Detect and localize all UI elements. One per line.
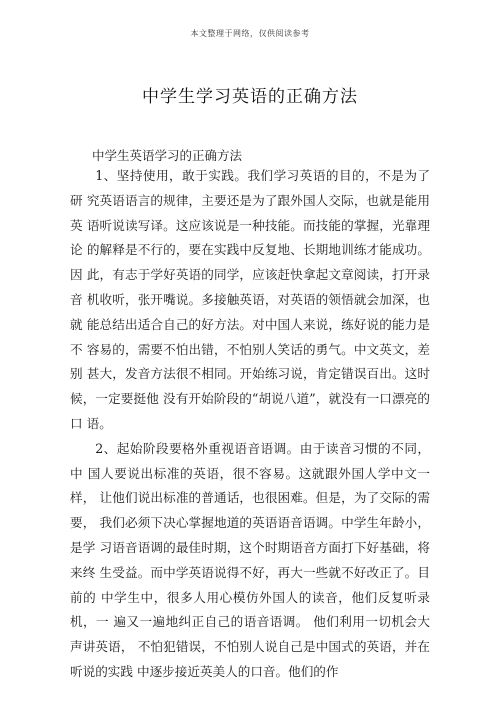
paragraph-2: 2、起始阶段要格外重视语音语调。由于读音习惯的不同，中 国人要说出标准的英语，很不容易。这就跟外国人学中文一样， 让他们说出标准的普通话，也很困难。但是，为了交际的需要， 我们必须下决心掌握地道的英语语音语调。中学生年龄小，是学 习语音语调的最佳时期，这个时期语音方面打下好基础，将来终 生受益。而中学英语说得不好，再大一些就不好改正了。目前的 中学生中，很多人用心模仿外国人的读音，他们反复听录机，一 遍又一遍地纠正自己的语音语调。 他们利用一切机会大声讲英语， 不怕犯错误，不怕别人说自己是中国式的英语，并在听说的实践 中逐步接近英美人的口音。他们的作 — [70, 440, 430, 679]
document-body — [70, 164, 430, 685]
section-heading: 中学生英语学习的正确方法 — [92, 148, 243, 163]
header-note: 本文整理于网络，仅供阅读参考 — [190, 29, 310, 38]
document-title: 中学生学习英语的正确方法 — [142, 87, 358, 107]
paragraph-1: 1、坚持使用，敢于实践。我们学习英语的目的，不是为了研 究英语语言的规律，主要还是为了跟外国人交际，也就是能用英 语听说读写译。这应该说是一种技能。而技能的掌握，光靠理论 的解释是不行的，要在实践中反复地、长期地训练才能成功。因 此，有志于学好英语的同学，应该赶快拿起文章阅读，打开录音 机收听，张开嘴说。多接触英语，对英语的领悟就会加深，也就 能总结出适合自己的好方法。对中国人来说，练好说的能力是不 容易的，需要不怕出错，不怕别人笑话的勇气。中文英文，差别 甚大，发音方法很不相同。开始练习说，肯定错误百出。这时候，一定要挺他 没有开始阶段的“胡说八道”，就没有一口漂亮的口 语。 — [70, 168, 430, 431]
